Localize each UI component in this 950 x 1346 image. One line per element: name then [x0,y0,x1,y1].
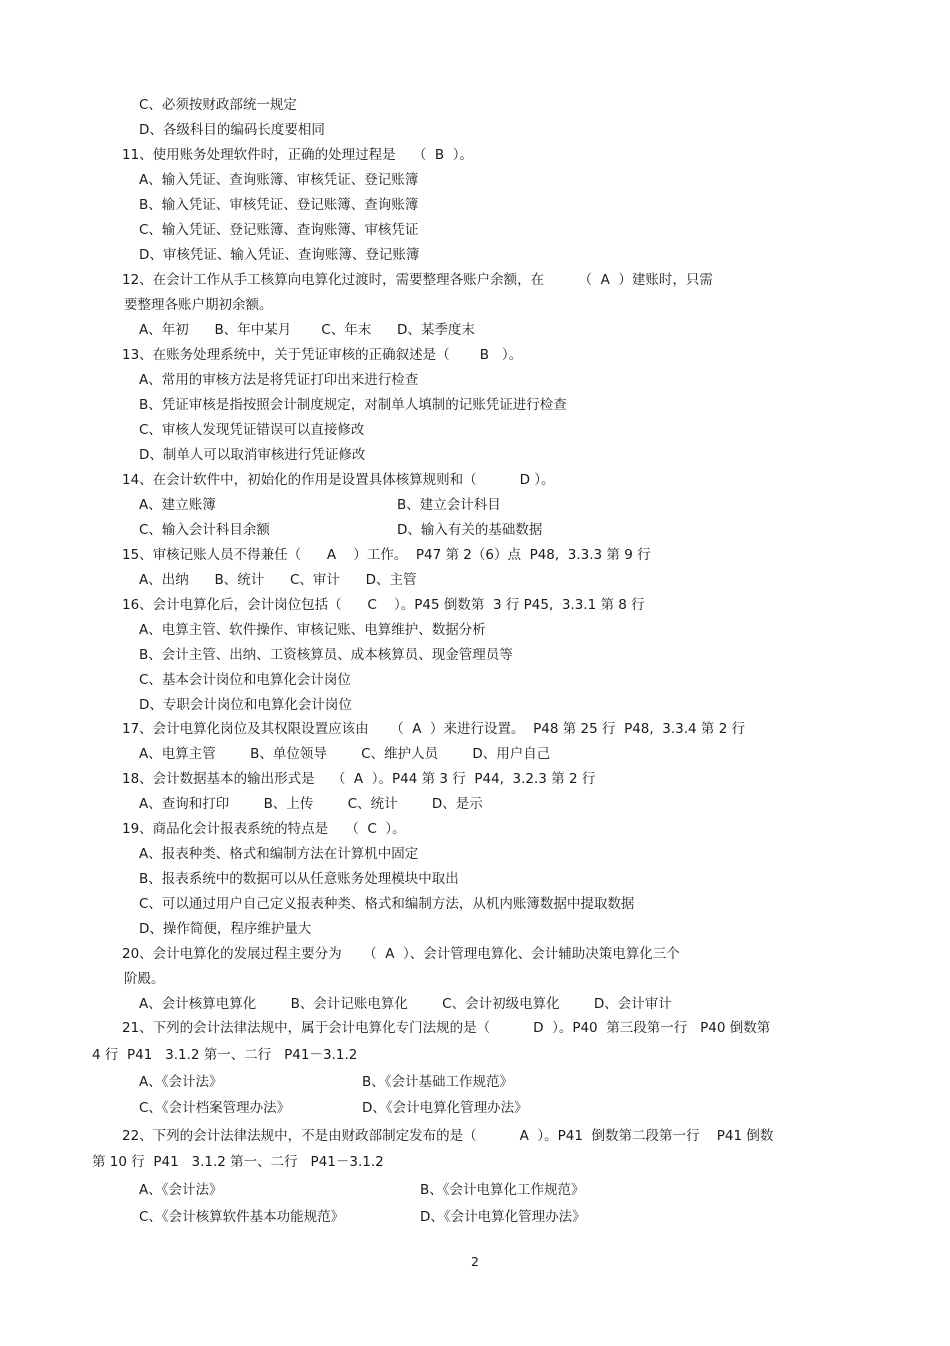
option-line: D、操作简便，程序维护量大 [139,921,312,937]
question-15: 15、审核记账人员不得兼任（ A ）工作。 P47 第 2（6）点 P48, 3.3.3 第 9 行 [122,547,651,563]
question-continuation: 阶殿。 [124,971,165,987]
option-a: A、《会计法》 [139,1074,223,1090]
option-line: C、可以通过用户自己定义报表种类、格式和编制方法，从机内账簿数据中提取数据 [139,896,635,912]
option-line: B、输入凭证、审核凭证、登记账簿、查询账簿 [139,197,419,213]
option-line: B、凭证审核是指按照会计制度规定，对制单人填制的记账凭证进行检查 [139,397,567,413]
question-13: 13、在账务处理系统中，关于凭证审核的正确叙述是（ B ）。 [122,347,523,363]
question-16: 16、会计电算化后，会计岗位包括（ C ）。P45 倒数第 3 行 P45, 3.3.1 第 8 行 [122,597,645,613]
option-d: D、输入有关的基础数据 [397,522,543,538]
question-continuation: 4 行 P41 3.1.2 第一、二行 P41－3.1.2 [92,1047,358,1063]
option-d: D、《会计电算化管理办法》 [420,1209,586,1225]
question-18: 18、会计数据基本的输出形式是 （ A ）。P44 第 3 行 P44, 3.2.3 第 2 行 [122,771,596,787]
option-line: A、报表种类、格式和编制方法在计算机中固定 [139,846,419,862]
page-number: 2 [471,1254,479,1269]
option-line: A、输入凭证、查询账簿、审核凭证、登记账簿 [139,172,419,188]
option-line: A、电算主管、软件操作、审核记账、电算维护、数据分析 [139,622,486,638]
option-b: B、《会计基础工作规范》 [362,1074,514,1090]
question-continuation: 要整理各账户期初余额。 [124,297,273,313]
question-22: 22、下列的会计法律法规中，不是由财政部制定发布的是（ A ）。P41 倒数第二段第一行 P41 倒数 [122,1128,774,1144]
option-c: C、《会计档案管理办法》 [139,1100,291,1116]
option-b: B、建立会计科目 [397,497,501,513]
option-line: C、输入凭证、登记账簿、查询账簿、审核凭证 [139,222,419,238]
question-17: 17、会计电算化岗位及其权限设置应该由 （ A ）来进行设置。 P48 第 25 行 P48, 3.3.4 第 2 行 [122,721,746,737]
option-line: A、年初 B、年中某月 C、年末 D、某季度末 [139,322,475,338]
question-12: 12、在会计工作从手工核算向电算化过渡时，需要整理各账户余额，在 （ A ）建账时，只需 [122,272,713,288]
option-line: A、查询和打印 B、上传 C、统计 D、是示 [139,796,483,812]
question-continuation: 第 10 行 P41 3.1.2 第一、二行 P41－3.1.2 [92,1154,384,1170]
option-line: D、各级科目的编码长度要相同 [139,122,325,138]
option-line: B、会计主管、出纳、工资核算员、成本核算员、现金管理员等 [139,647,513,663]
option-b: B、《会计电算化工作规范》 [420,1182,585,1198]
option-a: A、建立账簿 [139,497,216,513]
option-line: A、会计核算电算化 B、会计记账电算化 C、会计初级电算化 D、会计审计 [139,996,672,1012]
question-14: 14、在会计软件中，初始化的作用是设置具体核算规则和（ D ）。 [122,472,555,488]
option-line: A、电算主管 B、单位领导 C、维护人员 D、用户自己 [139,746,551,762]
question-21: 21、下列的会计法律法规中，属于会计电算化专门法规的是（ D ）。P40 第三段第一行 P40 倒数第 [122,1020,771,1036]
question-19: 19、商品化会计报表系统的特点是 （ C ）。 [122,821,406,837]
option-line: C、审核人发现凭证错误可以直接修改 [139,422,365,438]
option-line: B、报表系统中的数据可以从任意账务处理模块中取出 [139,871,459,887]
option-line: A、出纳 B、统计 C、审计 D、主管 [139,572,417,588]
question-20: 20、会计电算化的发展过程主要分为 （ A ）、会计管理电算化、会计辅助决策电算化三个 [122,946,680,962]
option-line: D、审核凭证、输入凭证、查询账簿、登记账簿 [139,247,420,263]
option-line: D、专职会计岗位和电算化会计岗位 [139,697,352,713]
option-a: A、《会计法》 [139,1182,223,1198]
question-11: 11、使用账务处理软件时，正确的处理过程是 （ B ）。 [122,147,474,163]
option-line: D、制单人可以取消审核进行凭证修改 [139,447,366,463]
option-line: C、基本会计岗位和电算化会计岗位 [139,672,351,688]
option-line: C、必须按财政部统一规定 [139,97,297,113]
option-c: C、《会计核算软件基本功能规范》 [139,1209,345,1225]
option-d: D、《会计电算化管理办法》 [362,1100,528,1116]
option-line: A、常用的审核方法是将凭证打印出来进行检查 [139,372,419,388]
option-c: C、输入会计科目余额 [139,522,270,538]
